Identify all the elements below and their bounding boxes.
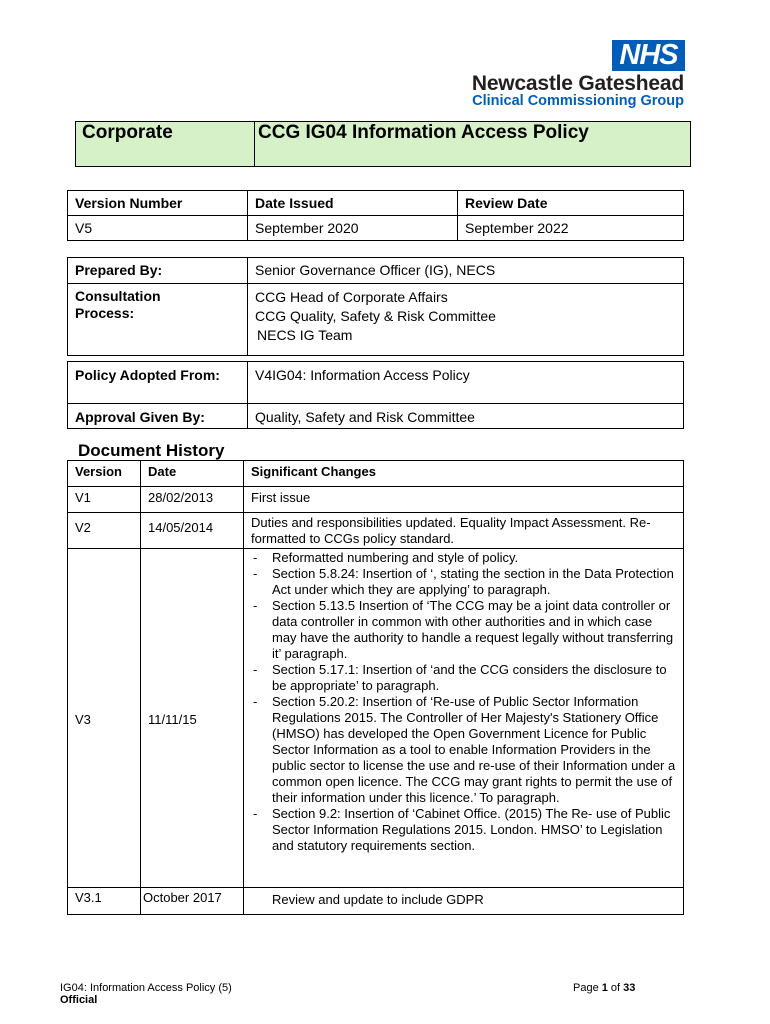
history-date: 14/05/2014 xyxy=(141,513,244,549)
list-item: - Section 5.8.24: Insertion of ‘, stating the section in the Data Protection Act under which they are applying’ to paragraph. xyxy=(251,566,679,598)
table-row xyxy=(68,549,684,888)
list-item: - Section 9.2: Insertion of ‘Cabinet Office. (2015) The Re- use of Public Sector Information Regulations 2015. London. HMSO’ to Legislation and statutory requirements section. xyxy=(251,806,679,854)
page-number xyxy=(573,982,635,994)
list-item: - Section 5.17.1: Insertion of ‘and the CCG considers the disclosure to be appropriate’ to paragraph. xyxy=(251,662,679,694)
nhs-logo: NHS xyxy=(612,40,685,71)
list-item: - Reformatted numbering and style of policy. xyxy=(251,550,679,566)
org-name: Newcastle Gateshead xyxy=(471,72,684,95)
table-row xyxy=(68,284,684,356)
table-header: Date Issued xyxy=(248,191,458,216)
table-header: Significant Changes xyxy=(244,461,684,487)
consultation-label-line: Process: xyxy=(75,305,135,321)
consultation-item: CCG Quality, Safety & Risk Committee xyxy=(255,308,496,324)
table-row xyxy=(68,362,684,404)
approval-label: Approval Given By: xyxy=(68,404,248,429)
table-row xyxy=(68,513,684,549)
history-date: October 2017 xyxy=(141,888,244,915)
adopted-value: V4IG04: Information Access Policy xyxy=(248,362,684,404)
title-divider xyxy=(254,121,255,167)
list-item: - Section 5.13.5 Insertion of ‘The CCG may be a joint data controller or data controller in common with other authorities and in which case may have the authority to handle a request legally without transferring it’ paragraph. xyxy=(251,598,679,662)
history-version: V2 xyxy=(68,513,141,549)
history-version: V3.1 xyxy=(68,888,141,915)
consultation-item: CCG Head of Corporate Affairs xyxy=(255,289,448,305)
history-date: 11/11/15 xyxy=(141,549,244,888)
prepared-label: Prepared By: xyxy=(68,258,248,284)
history-date: 28/02/2013 xyxy=(141,487,244,513)
adopted-label: Policy Adopted From: xyxy=(68,362,248,404)
history-change xyxy=(244,549,684,888)
table-header: Version Number xyxy=(68,191,248,216)
table-header: Date xyxy=(141,461,244,487)
version-table xyxy=(67,190,684,241)
footer-classification: Official xyxy=(60,994,98,1006)
page-of: of xyxy=(607,982,624,994)
table-row xyxy=(68,258,684,284)
page-current: 1 xyxy=(601,982,608,994)
consultation-label xyxy=(68,284,248,356)
history-change: First issue xyxy=(244,487,684,513)
table-row xyxy=(68,404,684,429)
consultation-item: NECS IG Team xyxy=(257,327,353,343)
table-header: Version xyxy=(68,461,141,487)
page-total: 33 xyxy=(623,982,636,994)
adoption-table xyxy=(67,361,684,429)
table-cell: V5 xyxy=(68,216,248,241)
title-category: Corporate xyxy=(82,122,173,143)
document-history-heading: Document History xyxy=(78,441,225,460)
org-subtitle: Clinical Commissioning Group xyxy=(472,93,684,109)
consultation-label-line: Consultation xyxy=(75,288,161,304)
page-title: CCG IG04 Information Access Policy xyxy=(258,122,589,143)
table-row xyxy=(68,487,684,513)
table-row xyxy=(68,888,684,915)
table-row xyxy=(68,216,684,241)
change-list xyxy=(251,550,679,854)
table-row xyxy=(68,191,684,216)
table-row xyxy=(68,461,684,487)
approval-value: Quality, Safety and Risk Committee xyxy=(248,404,684,429)
page-prefix: Page xyxy=(573,982,602,994)
history-version: V3 xyxy=(68,549,141,888)
list-item: - Section 5.20.2: Insertion of ‘Re-use of Public Sector Information Regulations 2015. The Controller of Her Majesty's Stationery Office (HMSO) has developed the Open Government Licence for Public Sector Information as a tool to enable Information Providers in the public sector to license the use and re-use of their Information under a common open licence. The CCG may grant rights to permit the use of their information under this licence.’ To paragraph. xyxy=(251,694,679,806)
history-change: Review and update to include GDPR xyxy=(244,888,684,915)
table-cell: September 2020 xyxy=(248,216,458,241)
footer-document-name: IG04: Information Access Policy (5) xyxy=(60,982,232,994)
table-header: Review Date xyxy=(458,191,684,216)
consultation-value xyxy=(248,284,684,356)
prepared-table xyxy=(67,257,684,356)
document-history-table xyxy=(67,460,684,915)
table-cell: September 2022 xyxy=(458,216,684,241)
history-change: Duties and responsibilities updated. Equality Impact Assessment. Re-formatted to CCGs policy standard. xyxy=(244,513,684,549)
prepared-value: Senior Governance Officer (IG), NECS xyxy=(248,258,684,284)
history-version: V1 xyxy=(68,487,141,513)
